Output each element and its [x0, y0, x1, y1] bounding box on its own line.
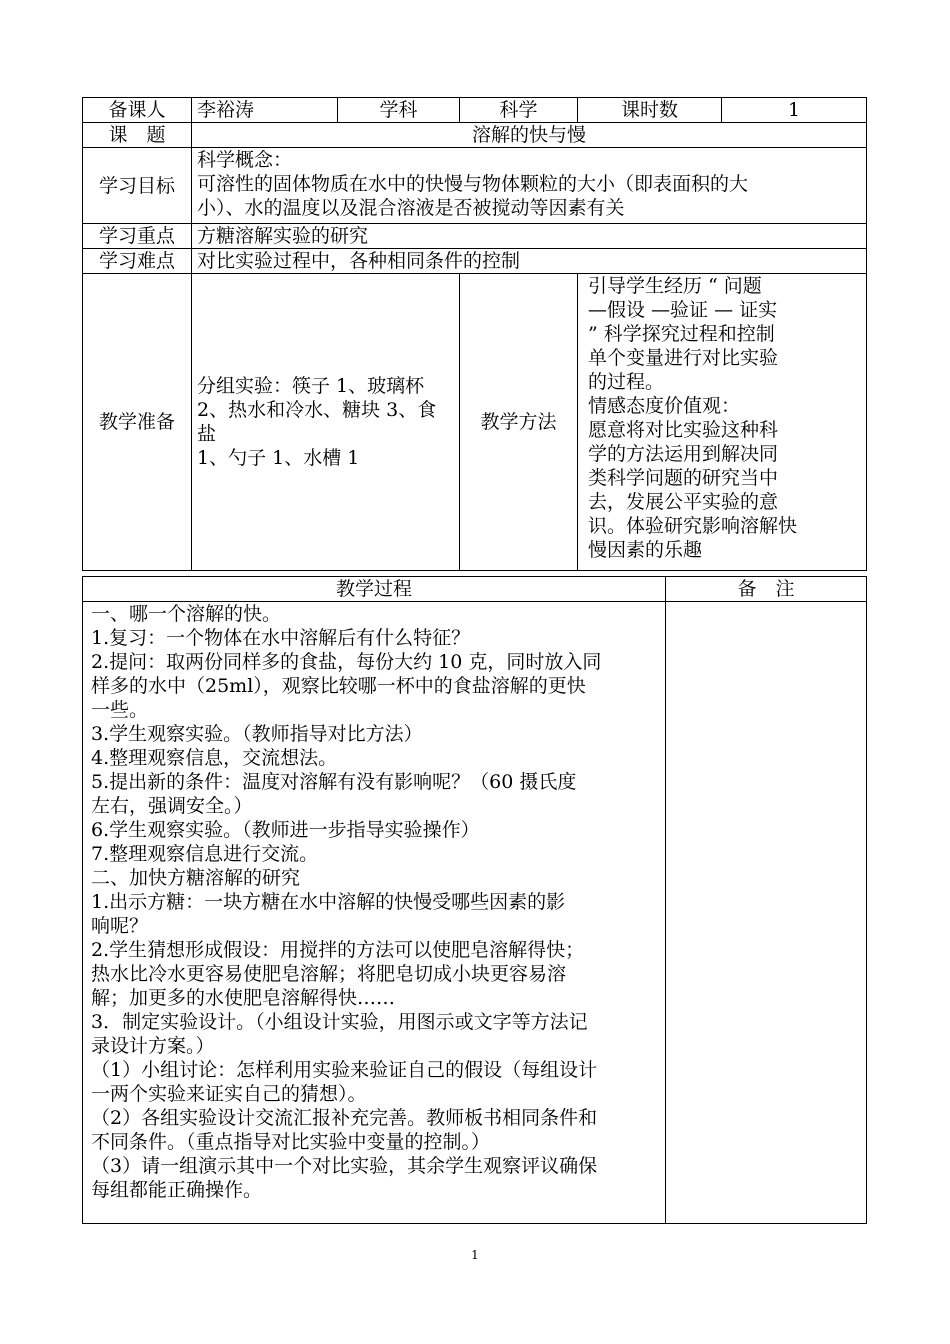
method-line: 引导学生经历 “ 问题	[588, 275, 762, 297]
goal-line: 科学概念：	[197, 149, 293, 171]
process-line: 录设计方案。）	[91, 1035, 215, 1057]
process-line: 3.学生观察实验。（教师指导对比方法）	[91, 723, 423, 745]
process-line: 一些。	[91, 699, 149, 721]
focus-value: 方糖溶解实验的研究	[192, 224, 867, 249]
topic-label: 课 题	[83, 123, 192, 148]
process-line: 左右，强调安全。）	[91, 795, 253, 817]
process-line: 样多的水中（25ml），观察比较哪一杯中的食盐溶解的更快	[91, 675, 586, 697]
process-line: 解；加更多的水使肥皂溶解得快……	[91, 987, 396, 1009]
preparation-line: 分组实验：筷子 1、玻璃杯	[197, 375, 425, 397]
process-line: 二、加快方糖溶解的研究	[91, 867, 301, 889]
lesson-plan-header-table	[82, 97, 867, 571]
goal-line: 小）、水的温度以及混合溶液是否被搅动等因素有关	[197, 197, 625, 219]
method-line: 的过程。	[588, 371, 665, 393]
process-line: 4.整理观察信息，交流想法。	[91, 747, 338, 769]
focus-label: 学习重点	[83, 224, 192, 249]
process-line: 热水比冷水更容易使肥皂溶解；将肥皂切成小块更容易溶	[91, 963, 567, 985]
method-line: 去，发展公平实验的意	[588, 491, 779, 513]
process-line: 2.提问：取两份同样多的食盐，每份大约 10 克，同时放入同	[91, 651, 602, 673]
preparation-label: 教学准备	[83, 274, 192, 571]
subject-value: 科学	[460, 98, 578, 123]
method-line: 情感态度价值观：	[588, 395, 741, 417]
preparation-line: 2、热水和冷水、糖块 3、食盐	[197, 399, 437, 445]
method-line: —假设 —验证 — 证实	[588, 299, 778, 321]
method-line: 愿意将对比实验这种科	[588, 419, 779, 441]
process-line: 2.学生猜想形成假设：用搅拌的方法可以使肥皂溶解得快；	[91, 939, 585, 961]
process-line: （2）各组实验设计交流汇报补充完善。教师板书相同条件和	[91, 1107, 598, 1129]
difficulty-label: 学习难点	[83, 249, 192, 274]
process-line: 1.出示方糖：一块方糖在水中溶解的快慢受哪些因素的影	[91, 891, 566, 913]
method-line: 学的方法运用到解决同	[588, 443, 779, 465]
process-line: 每组都能正确操作。	[91, 1179, 263, 1201]
goal-label: 学习目标	[83, 148, 192, 224]
notes-content	[666, 602, 867, 1224]
periods-label: 课时数	[578, 98, 722, 123]
process-line: 响呢？	[91, 915, 149, 937]
preparation-line: 1、勺子 1、水槽 1	[197, 447, 360, 469]
process-header: 教学过程	[83, 577, 666, 602]
teacher-label: 备课人	[83, 98, 192, 123]
process-content	[83, 602, 666, 1224]
process-line: （1）小组讨论：怎样利用实验来验证自己的假设（每组设计	[91, 1059, 598, 1081]
notes-header: 备 注	[666, 577, 867, 602]
periods-value: 1	[722, 98, 867, 123]
method-line: 类科学问题的研究当中	[588, 467, 779, 489]
goal-line: 可溶性的固体物质在水中的快慢与物体颗粒的大小（即表面积的大	[197, 173, 749, 195]
process-line: （3）请一组演示其中一个对比实验，其余学生观察评议确保	[91, 1155, 598, 1177]
process-line: 5.提出新的条件：温度对溶解有没有影响呢？（60 摄氏度	[91, 771, 577, 793]
subject-label: 学科	[338, 98, 460, 123]
page-number: 1	[471, 1248, 479, 1262]
teaching-process-table	[82, 576, 867, 1224]
method-line: 识。体验研究影响溶解快	[588, 515, 798, 537]
process-line: 一两个实验来证实自己的猜想）。	[91, 1083, 367, 1105]
process-line: 6.学生观察实验。（教师进一步指导实验操作）	[91, 819, 480, 841]
method-line: 慢因素的乐趣	[588, 539, 703, 561]
method-line: ” 科学探究过程和控制	[588, 323, 775, 345]
goal-content	[192, 148, 867, 224]
difficulty-value: 对比实验过程中，各种相同条件的控制	[192, 249, 867, 274]
teacher-name: 李裕涛	[192, 98, 338, 123]
topic-value: 溶解的快与慢	[192, 123, 867, 148]
process-line: 3．制定实验设计。（小组设计实验，用图示或文字等方法记	[91, 1011, 588, 1033]
method-label: 教学方法	[460, 274, 578, 571]
process-line: 一、哪一个溶解的快。	[91, 603, 282, 625]
process-line: 7.整理观察信息进行交流。	[91, 843, 319, 865]
process-line: 1.复习：一个物体在水中溶解后有什么特征？	[91, 627, 471, 649]
preparation-content	[192, 274, 460, 571]
method-content	[578, 274, 867, 571]
process-line: 不同条件。（重点指导对比实验中变量的控制。）	[91, 1131, 491, 1153]
method-line: 单个变量进行对比实验	[588, 347, 779, 369]
